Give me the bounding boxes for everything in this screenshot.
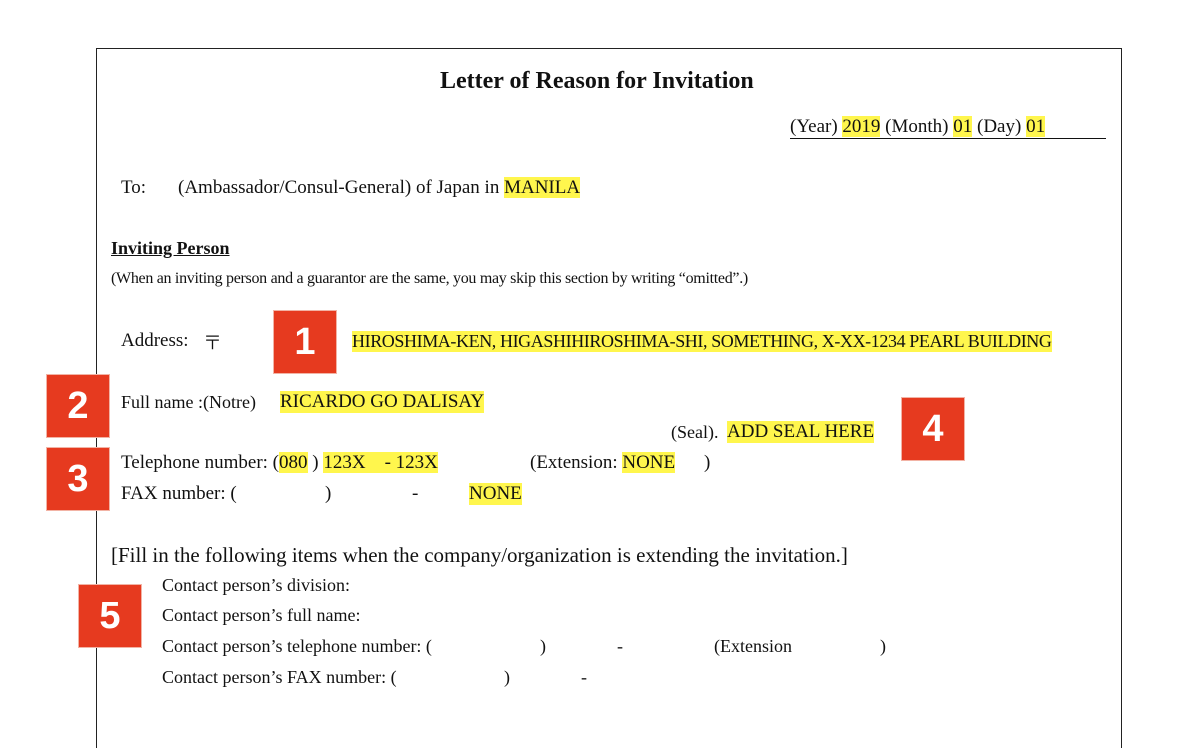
fax-dash: - xyxy=(412,483,419,504)
contact-telephone-dash: - xyxy=(617,636,623,656)
fax-value: NONE xyxy=(469,483,522,504)
contact-extension-close-paren: ) xyxy=(880,636,886,656)
company-instruction: [Fill in the following items when the company/organization is extending the invitation.] xyxy=(111,543,848,567)
extension-close-paren: ) xyxy=(704,452,711,473)
day-value: 01 xyxy=(1026,116,1046,137)
contact-fax-close-paren: ) xyxy=(504,667,510,687)
to-text: (Ambassador/Consul-General) of Japan in xyxy=(178,177,500,198)
month-value: 01 xyxy=(953,116,973,137)
address-label: Address: xyxy=(121,330,189,351)
telephone-line xyxy=(121,452,438,474)
extension-value: NONE xyxy=(622,452,676,473)
contact-division-label: Contact person’s division: xyxy=(162,575,350,595)
seal-value: ADD SEAL HERE xyxy=(727,421,875,442)
contact-telephone-close-paren: ) xyxy=(540,636,546,656)
year-value: 2019 xyxy=(842,116,881,137)
inviting-person-heading: Inviting Person xyxy=(111,238,230,258)
fax-label: FAX number: ( xyxy=(121,483,237,504)
telephone-close-paren: ) xyxy=(312,452,319,473)
contact-extension-label: (Extension xyxy=(714,636,792,656)
year-label: (Year) xyxy=(790,116,838,137)
full-name-label: Full name :(Notre) xyxy=(121,392,256,412)
to-city: MANILA xyxy=(504,177,581,198)
extension-line xyxy=(530,452,675,474)
page-title: Letter of Reason for Invitation xyxy=(440,68,754,94)
month-label: (Month) xyxy=(885,116,949,137)
fax-close-paren: ) xyxy=(325,483,332,504)
telephone-number: 123X - 123X xyxy=(323,452,438,473)
marker-3: 3 xyxy=(47,448,109,510)
postal-mark: 〒 xyxy=(203,333,223,354)
marker-4: 4 xyxy=(902,398,964,460)
marker-2: 2 xyxy=(47,375,109,437)
date-line xyxy=(790,116,1106,139)
contact-fax-dash: - xyxy=(581,667,587,687)
marker-5: 5 xyxy=(79,585,141,647)
telephone-area-code: 080 xyxy=(279,452,308,473)
to-label: To: xyxy=(121,177,147,198)
contact-telephone-label: Contact person’s telephone number: ( xyxy=(162,636,432,656)
to-line xyxy=(178,177,580,199)
inviting-person-note: (When an inviting person and a guarantor are the same, you may skip this section by writing “omitted”.) xyxy=(111,270,748,287)
telephone-label: Telephone number: ( xyxy=(121,452,280,473)
seal-label: (Seal). xyxy=(671,422,719,442)
contact-fax-label: Contact person’s FAX number: ( xyxy=(162,667,397,687)
full-name-value: RICARDO GO DALISAY xyxy=(280,391,485,412)
marker-1: 1 xyxy=(274,311,336,373)
contact-name-label: Contact person’s full name: xyxy=(162,605,361,625)
day-label: (Day) xyxy=(977,116,1022,137)
extension-label: (Extension: xyxy=(530,452,618,473)
address-value: HIROSHIMA-KEN, HIGASHIHIROSHIMA-SHI, SOMETHING, X-XX-1234 PEARL BUILDING xyxy=(352,331,1052,351)
